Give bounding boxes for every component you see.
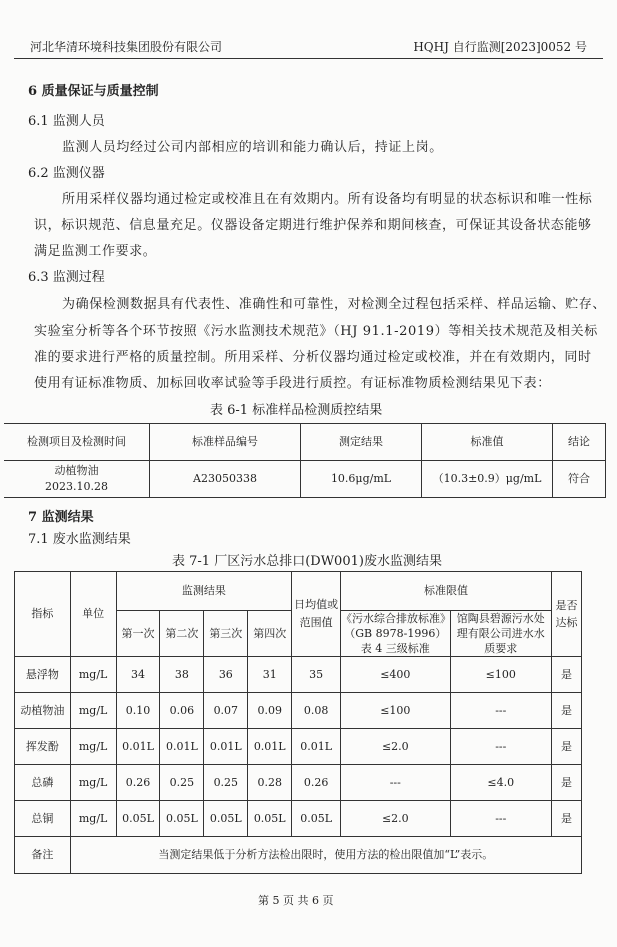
cell-name: 挥发酚 (15, 729, 71, 765)
cell-v-2: 0.25 (204, 765, 248, 801)
cell-v-2: 36 (204, 657, 248, 693)
cell-v-1: 0.01L (160, 729, 204, 765)
section-6-1-title: 6.1 监测人员 (28, 114, 105, 129)
cell-v-0: 34 (116, 657, 160, 693)
cell-avg: 0.05L (292, 801, 341, 837)
col-header (450, 611, 551, 657)
cell-v-1: 0.05L (160, 801, 204, 837)
cell-standard: （10.3±0.9）μg/mL (422, 461, 553, 498)
cell-v-1: 0.06 (160, 693, 204, 729)
table-row (15, 765, 582, 801)
col-header: 第二次 (160, 611, 204, 657)
cell-unit: mg/L (70, 657, 116, 693)
cell-name: 动植物油 (15, 693, 71, 729)
table-row (15, 657, 582, 693)
table-6-1-caption: 表 6-1 标准样品检测质控结果 (210, 403, 383, 418)
col-header: 标准限值 (341, 572, 552, 611)
col-header: 指标 (15, 572, 71, 657)
cell-sample-no: A23050338 (150, 461, 301, 498)
std2-line: 馆陶县碧源污水处 (456, 612, 545, 625)
note-text: 当测定结果低于分析方法检出限时，使用方法的检出限值加“L”表示。 (70, 837, 581, 874)
cell-name: 总铜 (15, 801, 71, 837)
cell-v-3: 0.01L (248, 729, 292, 765)
std1-line: 《污水综合排放标准》 (341, 612, 452, 625)
table-row (4, 461, 606, 498)
std2-line: 质要求 (484, 642, 518, 655)
cell-v-3: 31 (248, 657, 292, 693)
cell-s1: --- (341, 765, 451, 801)
cell-ok: 是 (552, 729, 582, 765)
col-header: 单位 (70, 572, 116, 657)
cell-v-3: 0.09 (248, 693, 292, 729)
cell-v-1: 0.25 (160, 765, 204, 801)
col-header: 日均值或范围值 (292, 572, 341, 657)
table-7-1-caption: 表 7-1 厂区污水总排口(DW001)废水监测结果 (172, 554, 442, 569)
cell-unit: mg/L (70, 765, 116, 801)
cell-item (4, 461, 150, 498)
cell-unit: mg/L (70, 693, 116, 729)
paragraph-line: 所用采样仪器均通过检定或校准且在有效期内。所有设备均有明显的状态标识和唯一性标 (62, 192, 593, 207)
col-header: 第四次 (248, 611, 292, 657)
table-7-1 (14, 571, 582, 874)
std2-line: 理有限公司进水水 (456, 627, 545, 640)
cell-v-1: 38 (160, 657, 204, 693)
cell-v-0: 0.10 (116, 693, 160, 729)
cell-v-2: 0.01L (204, 729, 248, 765)
cell-result: 10.6μg/mL (301, 461, 422, 498)
cell-v-3: 0.05L (248, 801, 292, 837)
section-6-title: 6 质量保证与质量控制 (28, 84, 159, 99)
std1-line: 表 4 三级标准 (360, 642, 430, 655)
header-divider (14, 58, 603, 59)
section-6-3-title: 6.3 监测过程 (28, 270, 105, 285)
cell-ok: 是 (552, 765, 582, 801)
cell-v-2: 0.07 (204, 693, 248, 729)
cell-ok: 是 (552, 657, 582, 693)
cell-v-2: 0.05L (204, 801, 248, 837)
paragraph-line: 实验室分析等各个环节按照《污水监测技术规范》（HJ 91.1-2019）等相关技术规范及相关标 (34, 324, 598, 339)
section-7-1-title: 7.1 废水监测结果 (28, 532, 131, 547)
section-6-1-body: 监测人员均经过公司内部相应的培训和能力确认后，持证上岗。 (62, 140, 443, 155)
cell-ok: 是 (552, 693, 582, 729)
cell-v-3: 0.28 (248, 765, 292, 801)
col-header: 标准样品编号 (150, 424, 301, 461)
cell-name: 总磷 (15, 765, 71, 801)
table-row (15, 729, 582, 765)
cell-avg: 0.01L (292, 729, 341, 765)
cell-unit: mg/L (70, 729, 116, 765)
cell-avg: 35 (292, 657, 341, 693)
paragraph-line: 满足监测工作要求。 (34, 244, 157, 259)
col-header: 第一次 (116, 611, 160, 657)
cell-s1: ≤400 (341, 657, 451, 693)
cell-s1: ≤2.0 (341, 801, 451, 837)
col-header: 结论 (553, 424, 606, 461)
cell-avg: 0.08 (292, 693, 341, 729)
cell-v-0: 0.26 (116, 765, 160, 801)
section-7-title: 7 监测结果 (28, 510, 94, 525)
cell-v-0: 0.01L (116, 729, 160, 765)
cell-s2: --- (450, 729, 551, 765)
cell-s2: --- (450, 801, 551, 837)
paragraph-line: 使用有证标准物质、加标回收率试验等手段进行质控。有证标准物质检测结果见下表： (34, 376, 551, 391)
col-header: 测定结果 (301, 424, 422, 461)
cell-s1: ≤100 (341, 693, 451, 729)
cell-ok: 是 (552, 801, 582, 837)
paragraph-line: 识，标识规范、信息量充足。仪器设备定期进行维护保养和期间核查，可保证其设备状态能够 (34, 218, 592, 233)
page-footer: 第 5 页 共 6 页 (258, 894, 334, 907)
table-6-1 (4, 423, 606, 498)
cell-avg: 0.26 (292, 765, 341, 801)
section-6-2-title: 6.2 监测仪器 (28, 166, 105, 181)
cell-conclusion: 符合 (553, 461, 606, 498)
paragraph-line: 准的要求进行严格的质量控制。所用采样、分析仪器均通过检定或校准，并在有效期内，同时 (34, 350, 592, 365)
report-number: HQHJ 自行监测[2023]0052 号 (413, 40, 587, 54)
col-header (341, 611, 451, 657)
cell-unit: mg/L (70, 801, 116, 837)
cell-s1: ≤2.0 (341, 729, 451, 765)
table-row (15, 693, 582, 729)
item-date: 2023.10.28 (45, 480, 108, 493)
paragraph-line: 为确保检测数据具有代表性、准确性和可靠性，对检测全过程包括采样、样品运输、贮存、 (62, 297, 607, 312)
company-name: 河北华清环境科技集团股份有限公司 (30, 40, 223, 54)
cell-v-0: 0.05L (116, 801, 160, 837)
col-header: 检测项目及检测时间 (4, 424, 150, 461)
col-header: 标准值 (422, 424, 553, 461)
cell-s2: ≤4.0 (450, 765, 551, 801)
col-header: 第三次 (204, 611, 248, 657)
cell-s2: ≤100 (450, 657, 551, 693)
note-label: 备注 (15, 837, 71, 874)
std1-line: （GB 8978-1996） (344, 627, 447, 640)
cell-s2: --- (450, 693, 551, 729)
col-header: 是否达标 (552, 572, 582, 657)
col-header: 监测结果 (116, 572, 292, 611)
item-name: 动植物油 (54, 464, 99, 477)
table-row (15, 801, 582, 837)
cell-name: 悬浮物 (15, 657, 71, 693)
